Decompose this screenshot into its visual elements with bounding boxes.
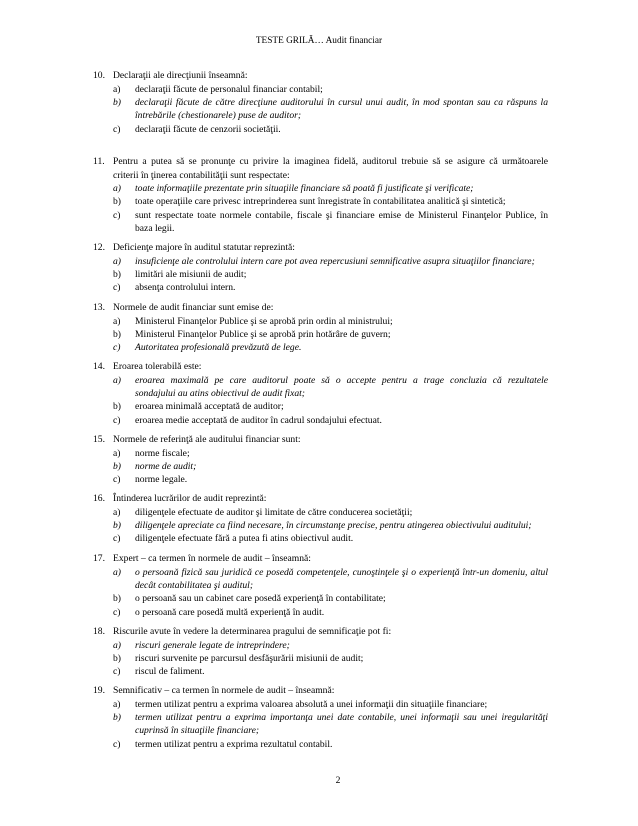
option-letter: b) [113, 401, 121, 413]
option-letter: c) [113, 666, 121, 678]
option-b [93, 268, 548, 281]
question-stem-line: Deficienţe majore în auditul statutar reprezintă: [113, 242, 295, 254]
option-a [93, 83, 548, 96]
question-stem-line: Semnificativ – ca termen în normele de audit – înseamnă: [113, 685, 335, 697]
option-text-line: riscuri generale legate de intreprindere; [135, 639, 290, 651]
option-letter: a) [113, 255, 121, 267]
option-c [93, 414, 548, 427]
option-text-line: termen utilizat pentru a exprima valoarea absolută a unei informaţii din situaţiile financiare; [135, 698, 488, 710]
option-letter: b) [113, 97, 121, 109]
question-stem [93, 492, 548, 505]
option-b [93, 96, 548, 123]
option-text-line: eroarea maximală pe care auditorul poate să o accepte pentru a trage concluzia că rezultatele [135, 374, 548, 386]
option-letter: b) [113, 653, 121, 665]
option-text-line: riscuri survenite pe parcursul desfăşurării misiunii de audit; [135, 653, 364, 665]
option-text-line: eroarea minimală acceptată de auditor; [135, 401, 284, 413]
option-letter: b) [113, 461, 121, 473]
option-text-line: toate operaţiile care privesc intreprinderea sunt înregistrate în contabilitatea analitică şi sintetică; [135, 196, 506, 208]
option-c [93, 665, 548, 678]
question-number: 19. [93, 685, 105, 697]
option-text-line: Autoritatea profesională prevăzută de lege. [135, 342, 302, 354]
question-stem [93, 301, 548, 314]
option-b [93, 460, 548, 473]
option-text-line: termen utilizat pentru a exprima rezultatul contabil. [135, 738, 333, 750]
option-text-line: termen utilizat pentru a exprima importanţa unei date contabile, unei informaţii sau unei iregularităţi [135, 712, 548, 724]
option-text-line: eroarea medie acceptată de auditor în cadrul sondajului efectuat. [135, 414, 382, 426]
option-text-line: diligenţele efectuate de auditor şi limitate de către conducerea societăţii; [135, 506, 413, 518]
option-letter: c) [113, 533, 121, 545]
question-stem [93, 433, 548, 446]
option-text-line: norme fiscale; [135, 447, 190, 459]
question-13 [93, 301, 548, 355]
option-letter: a) [113, 183, 121, 195]
question-stem [93, 360, 548, 373]
option-letter: b) [113, 593, 121, 605]
option-b [93, 400, 548, 413]
question-10 [93, 69, 548, 136]
option-c [93, 532, 548, 545]
option-a [93, 315, 548, 328]
question-stem-line: Eroarea tolerabilă este: [113, 361, 202, 373]
question-stem [93, 69, 548, 82]
option-a [93, 182, 548, 195]
option-c [93, 209, 548, 236]
option-letter: a) [113, 506, 121, 518]
question-stem-line: Riscurile avute în vedere la determinarea pragului de semnificaţie pot fi: [113, 626, 392, 638]
option-b [93, 711, 548, 738]
question-18 [93, 625, 548, 679]
question-number: 16. [93, 493, 105, 505]
option-text-line: insuficienţe ale controlului intern care pot avea repercusiuni semnificative asupra situaţiilor financiare; [135, 255, 535, 267]
option-text-line: întrebările (chestionarele) puse de auditor; [135, 110, 302, 122]
option-letter: c) [113, 342, 121, 354]
option-letter: a) [113, 698, 121, 710]
option-text-line: absenţa controlului intern. [135, 282, 236, 294]
option-b [93, 195, 548, 208]
question-stem-line: Expert – ca termen în normele de audit – înseamnă: [113, 553, 311, 565]
option-letter: b) [113, 269, 121, 281]
option-letter: c) [113, 414, 121, 426]
question-16 [93, 492, 548, 546]
option-text-line: diligenţele apreciate ca fiind necesare, în circumstanţe precise, pentru atingerea obiectivului auditului; [135, 520, 532, 532]
question-stem-line: Declaraţii ale direcţiunii înseamnă: [113, 70, 248, 82]
question-number: 14. [93, 361, 105, 373]
option-text-line: declaraţii făcute de cenzorii societăţii. [135, 123, 281, 135]
question-number: 11. [93, 156, 105, 168]
option-letter: c) [113, 209, 121, 221]
option-letter: a) [113, 374, 121, 386]
option-a [93, 566, 548, 593]
question-17 [93, 552, 548, 619]
question-number: 12. [93, 242, 105, 254]
option-letter: c) [113, 123, 121, 135]
option-a [93, 506, 548, 519]
option-letter: a) [113, 315, 121, 327]
option-a [93, 698, 548, 711]
option-c [93, 341, 548, 354]
option-letter: a) [113, 447, 121, 459]
option-text-line: Ministerul Finanţelor Publice şi se aprobă prin hotărâre de guvern; [135, 329, 391, 341]
option-a [93, 639, 548, 652]
option-b [93, 652, 548, 665]
option-letter: b) [113, 520, 121, 532]
question-number: 15. [93, 434, 105, 446]
option-letter: a) [113, 566, 121, 578]
question-stem-line: Pentru a putea să se pronunţe cu privire la imaginea fidelă, auditorul trebuie să se asigure că următoarele [113, 156, 548, 168]
option-a [93, 374, 548, 401]
question-stem [93, 241, 548, 254]
option-letter: b) [113, 712, 121, 724]
question-14 [93, 360, 548, 427]
option-text-line: cuprinsă în situaţiile financiare; [135, 725, 260, 737]
option-letter: c) [113, 282, 121, 294]
option-letter: a) [113, 639, 121, 651]
option-c [93, 281, 548, 294]
option-c [93, 606, 548, 619]
option-text-line: decât contabilitatea şi auditul; [135, 580, 254, 592]
page-header: TESTE GRILĂ… Audit financiar [255, 36, 383, 47]
question-15 [93, 433, 548, 487]
option-b [93, 592, 548, 605]
option-a [93, 447, 548, 460]
question-stem [93, 625, 548, 638]
option-text-line: norme de audit; [135, 461, 197, 473]
option-text-line: limitări ale misiunii de audit; [135, 269, 247, 281]
option-text-line: baza legii. [135, 223, 175, 235]
option-letter: b) [113, 329, 121, 341]
option-text-line: declaraţii făcute de personalul financiar contabil; [135, 83, 323, 95]
option-c [93, 738, 548, 751]
option-b [93, 519, 548, 532]
option-text-line: declaraţii făcute de către direcţiune auditorului în cursul unui audit, în mod spontan sau ca răspuns la [135, 97, 548, 109]
option-text-line: sunt respectate toate normele contabile, fiscale şi financiare emise de Ministerul Finanţelor Publice, în [135, 209, 548, 221]
option-text-line: toate informaţiile prezentate prin situaţiile financiare să poată fi justificate şi verificate; [135, 183, 474, 195]
option-letter: b) [113, 196, 121, 208]
question-19 [93, 684, 548, 751]
option-c [93, 473, 548, 486]
question-stem [93, 155, 548, 182]
question-number: 18. [93, 626, 105, 638]
question-stem [93, 552, 548, 565]
question-stem-line: Normele de audit financiar sunt emise de: [113, 302, 274, 314]
question-stem-line: Întinderea lucrărilor de audit reprezintă: [113, 493, 267, 505]
option-text-line: riscul de faliment. [135, 666, 205, 678]
option-text-line: Ministerul Finanţelor Publice şi se aprobă prin ordin al ministrului; [135, 315, 393, 327]
question-stem-line: criterii în ţinerea contabilităţii sunt respectate: [113, 169, 290, 181]
question-11 [93, 155, 548, 235]
option-letter: a) [113, 83, 121, 95]
option-letter: c) [113, 738, 121, 750]
question-number: 10. [93, 70, 105, 82]
question-number: 17. [93, 553, 105, 565]
option-text-line: o persoană fizică sau juridică ce posedă competenţele, cunoştinţele şi o experienţă într-un domeniu, altul [135, 566, 548, 578]
option-c [93, 123, 548, 136]
option-a [93, 255, 548, 268]
option-b [93, 328, 548, 341]
question-stem-line: Normele de referinţă ale auditului financiar sunt: [113, 434, 301, 446]
question-number: 13. [93, 302, 105, 314]
page-number: 2 [335, 775, 341, 787]
option-text-line: o persoană care posedă multă experienţă în audit. [135, 606, 325, 618]
option-text-line: o persoană sau un cabinet care posedă experienţă în contabilitate; [135, 593, 386, 605]
option-letter: c) [113, 606, 121, 618]
option-letter: c) [113, 474, 121, 486]
question-stem [93, 684, 548, 697]
option-text-line: norme legale. [135, 474, 188, 486]
option-text-line: sondajului au atins obiectivul de audit fixat; [135, 388, 306, 400]
option-text-line: diligenţele efectuate fără a putea fi atins obiectivul audit. [135, 533, 354, 545]
question-12 [93, 241, 548, 295]
